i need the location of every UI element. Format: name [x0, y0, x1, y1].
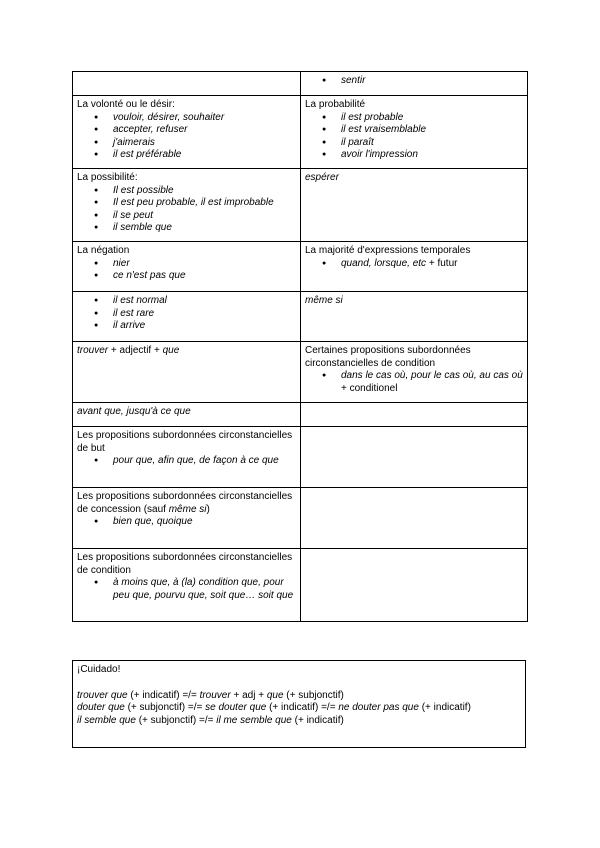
list-item [113, 112, 296, 125]
text-run: (+ subjonctif) =/= [135, 714, 217, 726]
text-run: quand, lorsque, etc [341, 257, 427, 269]
text-run: à moins que, à (la) condition que, pour peu que, pourvu que, soit que… soit que [113, 577, 294, 601]
text-run: (+ subjonctif) [283, 689, 344, 701]
cell-line [305, 295, 523, 308]
table-cell-left [73, 169, 301, 242]
text-run: il est vraisemblable [341, 124, 427, 136]
list-item [113, 516, 296, 529]
table-cell-left [73, 488, 301, 549]
text-run: dans le cas où, pour le cas où, au cas où [341, 370, 523, 382]
text-run: il est probable [341, 111, 404, 123]
list-item [113, 455, 296, 468]
list-item [113, 577, 296, 602]
note-line [77, 702, 521, 715]
table-cell-left [73, 549, 301, 622]
list-item [341, 149, 523, 162]
list-item [113, 270, 296, 283]
cell-line [305, 172, 523, 185]
cell-heading: Les propositions subordonnées circonstancielles de condition [77, 552, 293, 576]
list-item [113, 295, 296, 308]
table-row [73, 403, 528, 427]
list-item [341, 370, 523, 395]
text-run: + conditionel [341, 382, 398, 394]
list-item [113, 308, 296, 321]
bullet-list [77, 577, 296, 602]
table-cell-right [301, 96, 528, 169]
table-cell-right [301, 342, 528, 403]
text-run: il est normal [113, 295, 167, 306]
cell-heading: Les propositions subordonnées circonstancielles de but [77, 430, 293, 454]
table-cell-right [301, 403, 528, 427]
list-item [341, 75, 523, 88]
table-cell-right [301, 427, 528, 488]
text-run: trouver que [77, 689, 128, 701]
text-run: accepter, refuser [113, 124, 188, 136]
table-row [73, 427, 528, 488]
text-run: il se peut [113, 209, 154, 221]
text-run: que [162, 345, 180, 356]
table-row [73, 169, 528, 242]
cell-heading: La négation [77, 245, 130, 256]
bullet-list [305, 75, 523, 88]
text-run: il est rare [113, 307, 155, 319]
table-cell-right [301, 292, 528, 342]
list-item [113, 258, 296, 271]
text-run: pour que, afin que, de façon à ce que [113, 455, 279, 467]
table-cell-left [73, 96, 301, 169]
cell-heading [77, 491, 296, 516]
text-run: Il est possible [113, 184, 174, 196]
bullet-list [305, 258, 523, 271]
cell-line [77, 406, 296, 419]
note-title: ¡Cuidado! [77, 664, 121, 675]
text-run: (+ subjonctif) =/= [124, 702, 206, 714]
text-run: nier [113, 257, 130, 269]
text-run: j'aimerais [113, 136, 155, 148]
table-cell-left [73, 72, 301, 96]
bullet-list [77, 112, 296, 162]
table-cell-left [73, 342, 301, 403]
text-run: (+ indicatif) =/= [127, 689, 200, 701]
text-run: Il est peu probable, il est improbable [113, 197, 274, 209]
text-run: ne douter pas que [338, 702, 419, 714]
list-item [341, 137, 523, 150]
cell-heading: Certaines propositions subordonnées circonstancielles de condition [305, 345, 471, 369]
text-run: (+ indicatif) =/= [266, 702, 339, 714]
text-run: que [266, 689, 284, 701]
text-run: (+ indicatif) [291, 714, 344, 726]
subjunctive-triggers-table [72, 71, 528, 622]
list-item [113, 320, 296, 333]
list-item [341, 124, 523, 137]
bullet-list [77, 185, 296, 235]
warning-note-box [72, 660, 526, 748]
cell-heading: La possibilité: [77, 172, 138, 183]
text-run: il semble que [77, 714, 136, 726]
text-run: avant que, jusqu'à ce que [77, 406, 191, 417]
note-lines [77, 690, 521, 728]
table-cell-left [73, 292, 301, 342]
text-run: sentir [341, 75, 366, 86]
text-run: même si [168, 503, 207, 515]
text-run: il est préférable [113, 149, 182, 161]
text-run: vouloir, désirer, souhaiter [113, 111, 225, 123]
text-run: même si [305, 295, 343, 306]
table-cell-right [301, 242, 528, 292]
cell-line [77, 345, 296, 358]
text-run: il me semble que [216, 714, 292, 726]
text-run: il arrive [113, 320, 146, 332]
table-row [73, 549, 528, 622]
table-body [73, 72, 528, 622]
list-item [113, 124, 296, 137]
text-run: il paraît [341, 136, 374, 148]
table-cell-right [301, 488, 528, 549]
text-run: ce n'est pas que [113, 270, 186, 282]
bullet-list [305, 112, 523, 162]
table-cell-left [73, 403, 301, 427]
table-cell-left [73, 427, 301, 488]
table-row [73, 72, 528, 96]
text-run: + futur [426, 257, 458, 269]
bullet-list [77, 455, 296, 468]
text-run: avoir l'impression [341, 149, 418, 161]
text-run: trouver [77, 345, 109, 356]
list-item [341, 258, 523, 271]
list-item [113, 149, 296, 162]
bullet-list [77, 258, 296, 283]
table-cell-right [301, 72, 528, 96]
list-item [113, 222, 296, 235]
cell-heading: La volonté ou le désir: [77, 99, 175, 110]
text-run: (+ indicatif) [418, 702, 471, 714]
text-run: Les propositions subordonnées circonstancielles de concession (sauf [77, 491, 293, 515]
bullet-list [305, 370, 523, 395]
text-run: bien que, quoique [113, 516, 193, 528]
text-run: se douter que [205, 702, 267, 714]
bullet-list [77, 295, 296, 333]
table-row [73, 292, 528, 342]
text-run: + adjectif + [108, 345, 163, 356]
bullet-list [77, 516, 296, 529]
text-run: ) [206, 503, 210, 515]
table-row [73, 488, 528, 549]
cell-heading: La majorité d'expressions temporales [305, 245, 471, 256]
text-run: douter que [77, 702, 125, 714]
text-run: + adj + [230, 689, 267, 701]
table-cell-left [73, 242, 301, 292]
list-item [113, 137, 296, 150]
table-row [73, 342, 528, 403]
list-item [113, 210, 296, 223]
table-row [73, 242, 528, 292]
note-line [77, 715, 521, 728]
table-row [73, 96, 528, 169]
text-run: il semble que [113, 222, 172, 234]
cell-heading: La probabilité [305, 99, 366, 110]
table-cell-right [301, 549, 528, 622]
text-run: espérer [305, 172, 339, 183]
list-item [113, 197, 296, 210]
list-item [113, 185, 296, 198]
list-item [341, 112, 523, 125]
text-run: trouver [199, 689, 231, 701]
table-cell-right [301, 169, 528, 242]
note-line [77, 690, 521, 703]
